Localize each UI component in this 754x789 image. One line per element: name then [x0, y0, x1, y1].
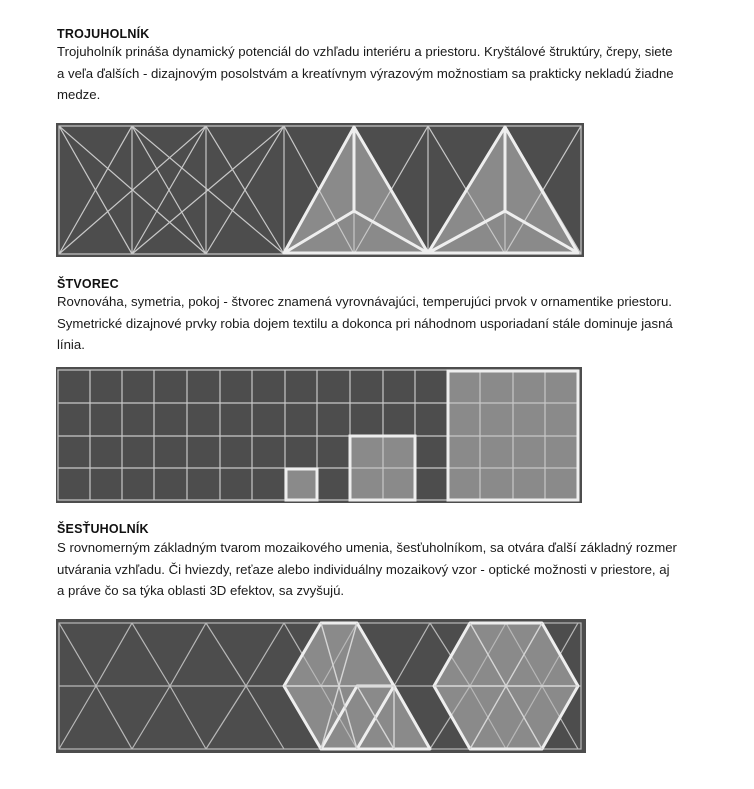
text-line: Symetrické dizajnové prvky robia dojem textilu a dokonca pri náhodnom usporiadaní stále dominuje jasná: [57, 315, 673, 331]
text-line: medze.: [57, 87, 101, 102]
hexagon-section-text: [57, 537, 717, 602]
text-line: utvárania vzhľadu. Či hviezdy, reťaze alebo individuálny mozaikový vzor - optické možnosti v priestore, aj: [57, 561, 670, 577]
square-section-text: [57, 291, 717, 356]
square-pattern-illustration: [56, 367, 582, 503]
text-line: a práve čo sa týka oblasti 3D efektov, sa zvyšujú.: [57, 583, 345, 598]
text-line: S rovnomerným základným tvarom mozaikového umenia, šesťuholníkom, sa otvára ďalší základný rozmer: [57, 540, 677, 555]
text-line: Rovnováha, symetria, pokoj - štvorec znamená vyrovnávajúci, temperujúci prvok v ornamentike priestoru.: [57, 294, 672, 309]
hexagon-section-heading: ŠESŤUHOLNÍK: [57, 522, 149, 536]
hexagon-pattern-illustration: [56, 619, 586, 753]
text-line: Trojuholník prináša dynamický potenciál do vzhľadu interiéru a priestoru. Kryštálové štruktúry, črepy, siete: [57, 44, 673, 59]
text-line: línia.: [57, 337, 85, 352]
square-section-heading: ŠTVOREC: [57, 277, 119, 291]
triangle-section-heading: TROJUHOLNÍK: [57, 27, 150, 41]
text-line: a veľa ďalších - dizajnovým posolstvám a kreatívnym výrazovým možnostiam sa prakticky nekladú žiadne: [57, 65, 674, 81]
triangle-section-text: [57, 41, 717, 106]
triangle-pattern-illustration: [56, 123, 584, 257]
